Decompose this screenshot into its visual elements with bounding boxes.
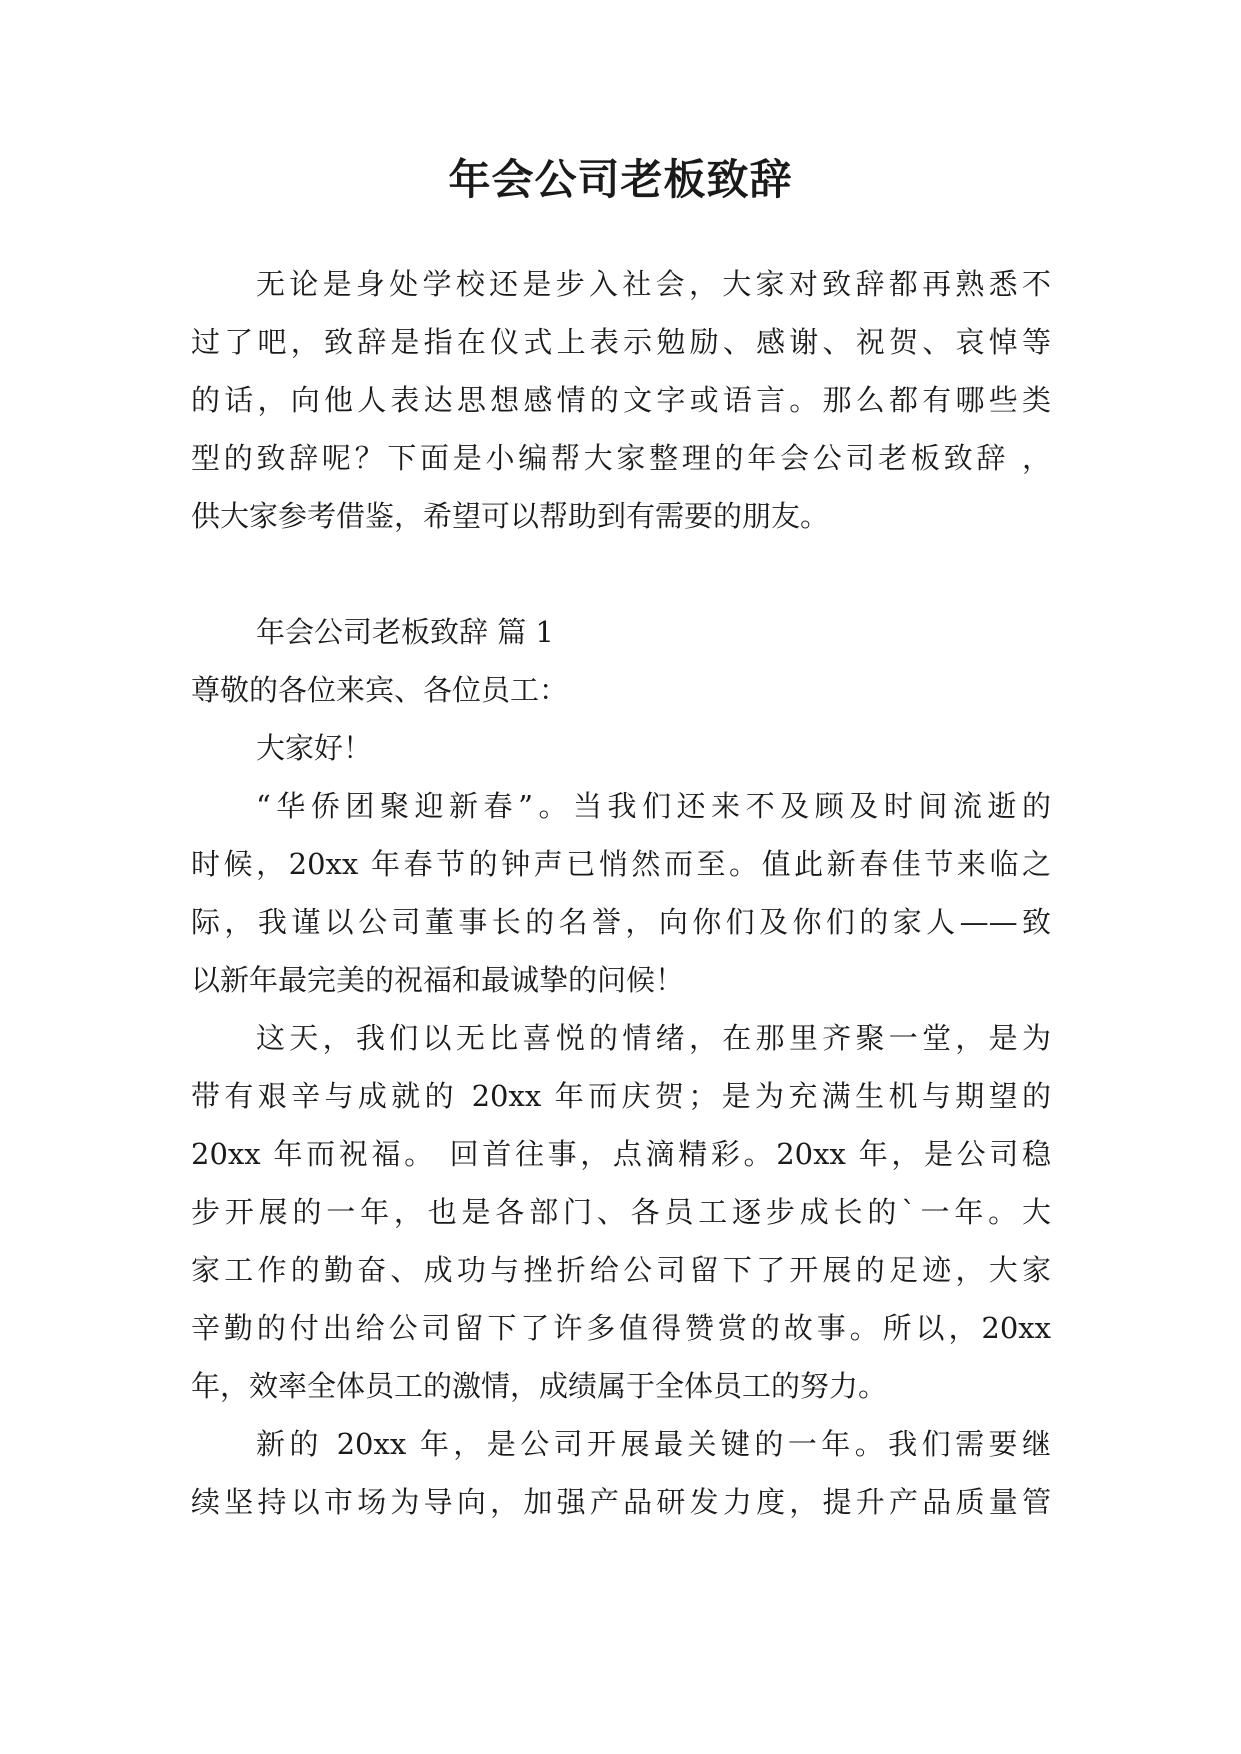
intro-line-5: 供大家参考借鉴，希望可以帮助到有需要的朋友。 [191, 499, 830, 533]
para3-line-2: 续坚持以市场为导向，加强产品研发力度，提升产品质量管 [191, 1485, 1051, 1519]
intro-line-2: 过了吧，致辞是指在仪式上表示勉励、感谢、祝贺、哀悼等 [191, 325, 1051, 359]
para1-line-3: 际，我谨以公司董事长的名誉，向你们及你们的家人——致 [191, 905, 1051, 939]
para2-line-2: 带有艰辛与成就的 20xx 年而庆贺；是为充满生机与期望的 [191, 1079, 1051, 1113]
greeting: 大家好！ [256, 731, 373, 765]
section-heading: 年会公司老板致辞 篇 1 [256, 615, 554, 649]
para1-line-4: 以新年最完美的祝福和最诚挚的问候！ [191, 963, 685, 997]
para2-line-4: 步开展的一年，也是各部门、各员工逐步成长的`一年。大 [191, 1195, 1051, 1229]
para2-line-1: 这天，我们以无比喜悦的情绪，在那里齐聚一堂，是为 [256, 1021, 1051, 1055]
para3-line-1: 新的 20xx 年，是公司开展最关键的一年。我们需要继 [256, 1427, 1051, 1461]
intro-line-3: 的话，向他人表达思想感情的文字或语言。那么都有哪些类 [191, 383, 1051, 417]
para2-line-5: 家工作的勤奋、成功与挫折给公司留下了开展的足迹，大家 [191, 1253, 1051, 1287]
intro-line-1: 无论是身处学校还是步入社会，大家对致辞都再熟悉不 [256, 267, 1051, 301]
salutation: 尊敬的各位来宾、各位员工： [191, 673, 569, 707]
para2-line-6: 辛勤的付出给公司留下了许多值得赞赏的故事。所以，20xx [191, 1311, 1051, 1345]
para2-line-7: 年，效率全体员工的激情，成绩属于全体员工的努力。 [191, 1369, 888, 1403]
para2-line-3: 20xx 年而祝福。 回首往事，点滴精彩。20xx 年，是公司稳 [191, 1137, 1051, 1171]
para1-line-1: “华侨团聚迎新春”。当我们还来不及顾及时间流逝的 [256, 789, 1051, 823]
para1-line-2: 时候，20xx 年春节的钟声已悄然而至。值此新春佳节来临之 [191, 847, 1051, 881]
intro-line-4: 型的致辞呢？下面是小编帮大家整理的年会公司老板致辞 ， [191, 441, 1051, 475]
document-title: 年会公司老板致辞 [448, 155, 793, 204]
